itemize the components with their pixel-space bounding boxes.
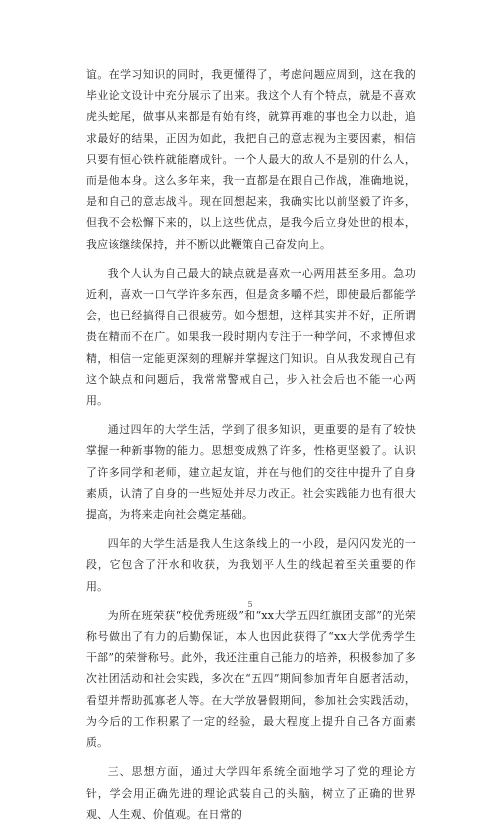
- paragraph-2: 我个人认为自己最大的缺点就是喜欢一心两用甚至多用。急功近利，喜欢一口气学许多东西，但是贪多嚼不烂，即使最后都能学会，也已经搞得自己很疲劳。如今想想，这样其实并不好，正所谓贵在精而不在广。如果我一段时期内专注于一种学问，不求博但求精，相信一定能更深刻的理解并掌握这门知识。自从我发现自己有这个缺点和问题后，我常常警戒自己，步入社会后也不能一心两用。: [86, 266, 416, 408]
- paragraph-1: 谊。在学习知识的同时，我更懂得了，考虑问题应周到，这在我的毕业论文设计中充分展示了出来。我这个人有个特点，就是不喜欢虎头蛇尾，做事从来都是有始有终，就算再难的事也全力以赴，追求最好的结果，正因为如此，我把自己的意志视为主要因素，相信只要有恒心铁杵就能磨成针。一个人最大的敌人不是别的什么人，而是他本身。这么多年来，我一直都是在跟自己作战，准确地说，是和自己的意志战斗。现在回想起来，我确实比以前坚毅了许多，但我不会松懈下来的，以上这些优点，是我今后立身处世的根本，我应该继续保持，并不断以此鞭策自己奋发向上。: [86, 68, 416, 251]
- page-number: 5: [247, 600, 253, 609]
- paragraph-4: 四年的大学生活是我人生这条线上的一小段，是闪闪发光的一段，它包含了汗水和收获，为我划平人生的线起着至关重要的作用。: [86, 537, 416, 593]
- document-body: [86, 64, 416, 833]
- paragraph-3: 通过四年的大学生活，学到了很多知识，更重要的是有了较快掌握一种新事物的能力。思想变成熟了许多，性格更坚毅了。认识了许多同学和老师，建立起友谊，并在与他们的交往中提升了自身素质，认清了自身的一些短处并尽力改正。社会实践能力也有很大提高，为将来走向社会奠定基础。: [86, 423, 416, 522]
- paragraph-6: 三、思想方面，通过大学四年系统全面地学习了党的理论方针，学会用正确先进的理论武装自己的头脑，树立了正确的世界观、人生观、价值观。在日常的: [86, 765, 416, 821]
- paragraph-5: 为所在班荣获“校优秀班级”和“xx大学五四红旗团支部”的光荣称号做出了有力的后勤保证，本人也因此获得了“xx大学优秀学生干部”的荣誉称号。此外，我还注重自己能力的培养，积极参加了多次社团活动和社会实践，多次在“五四”期间参加青年自愿者活动，看望并帮助孤寡老人等。在大学放暑假期间，参加社会实践活动，为今后的工作积累了一定的经验，最大程度上提升自己各方面素质。: [86, 608, 416, 750]
